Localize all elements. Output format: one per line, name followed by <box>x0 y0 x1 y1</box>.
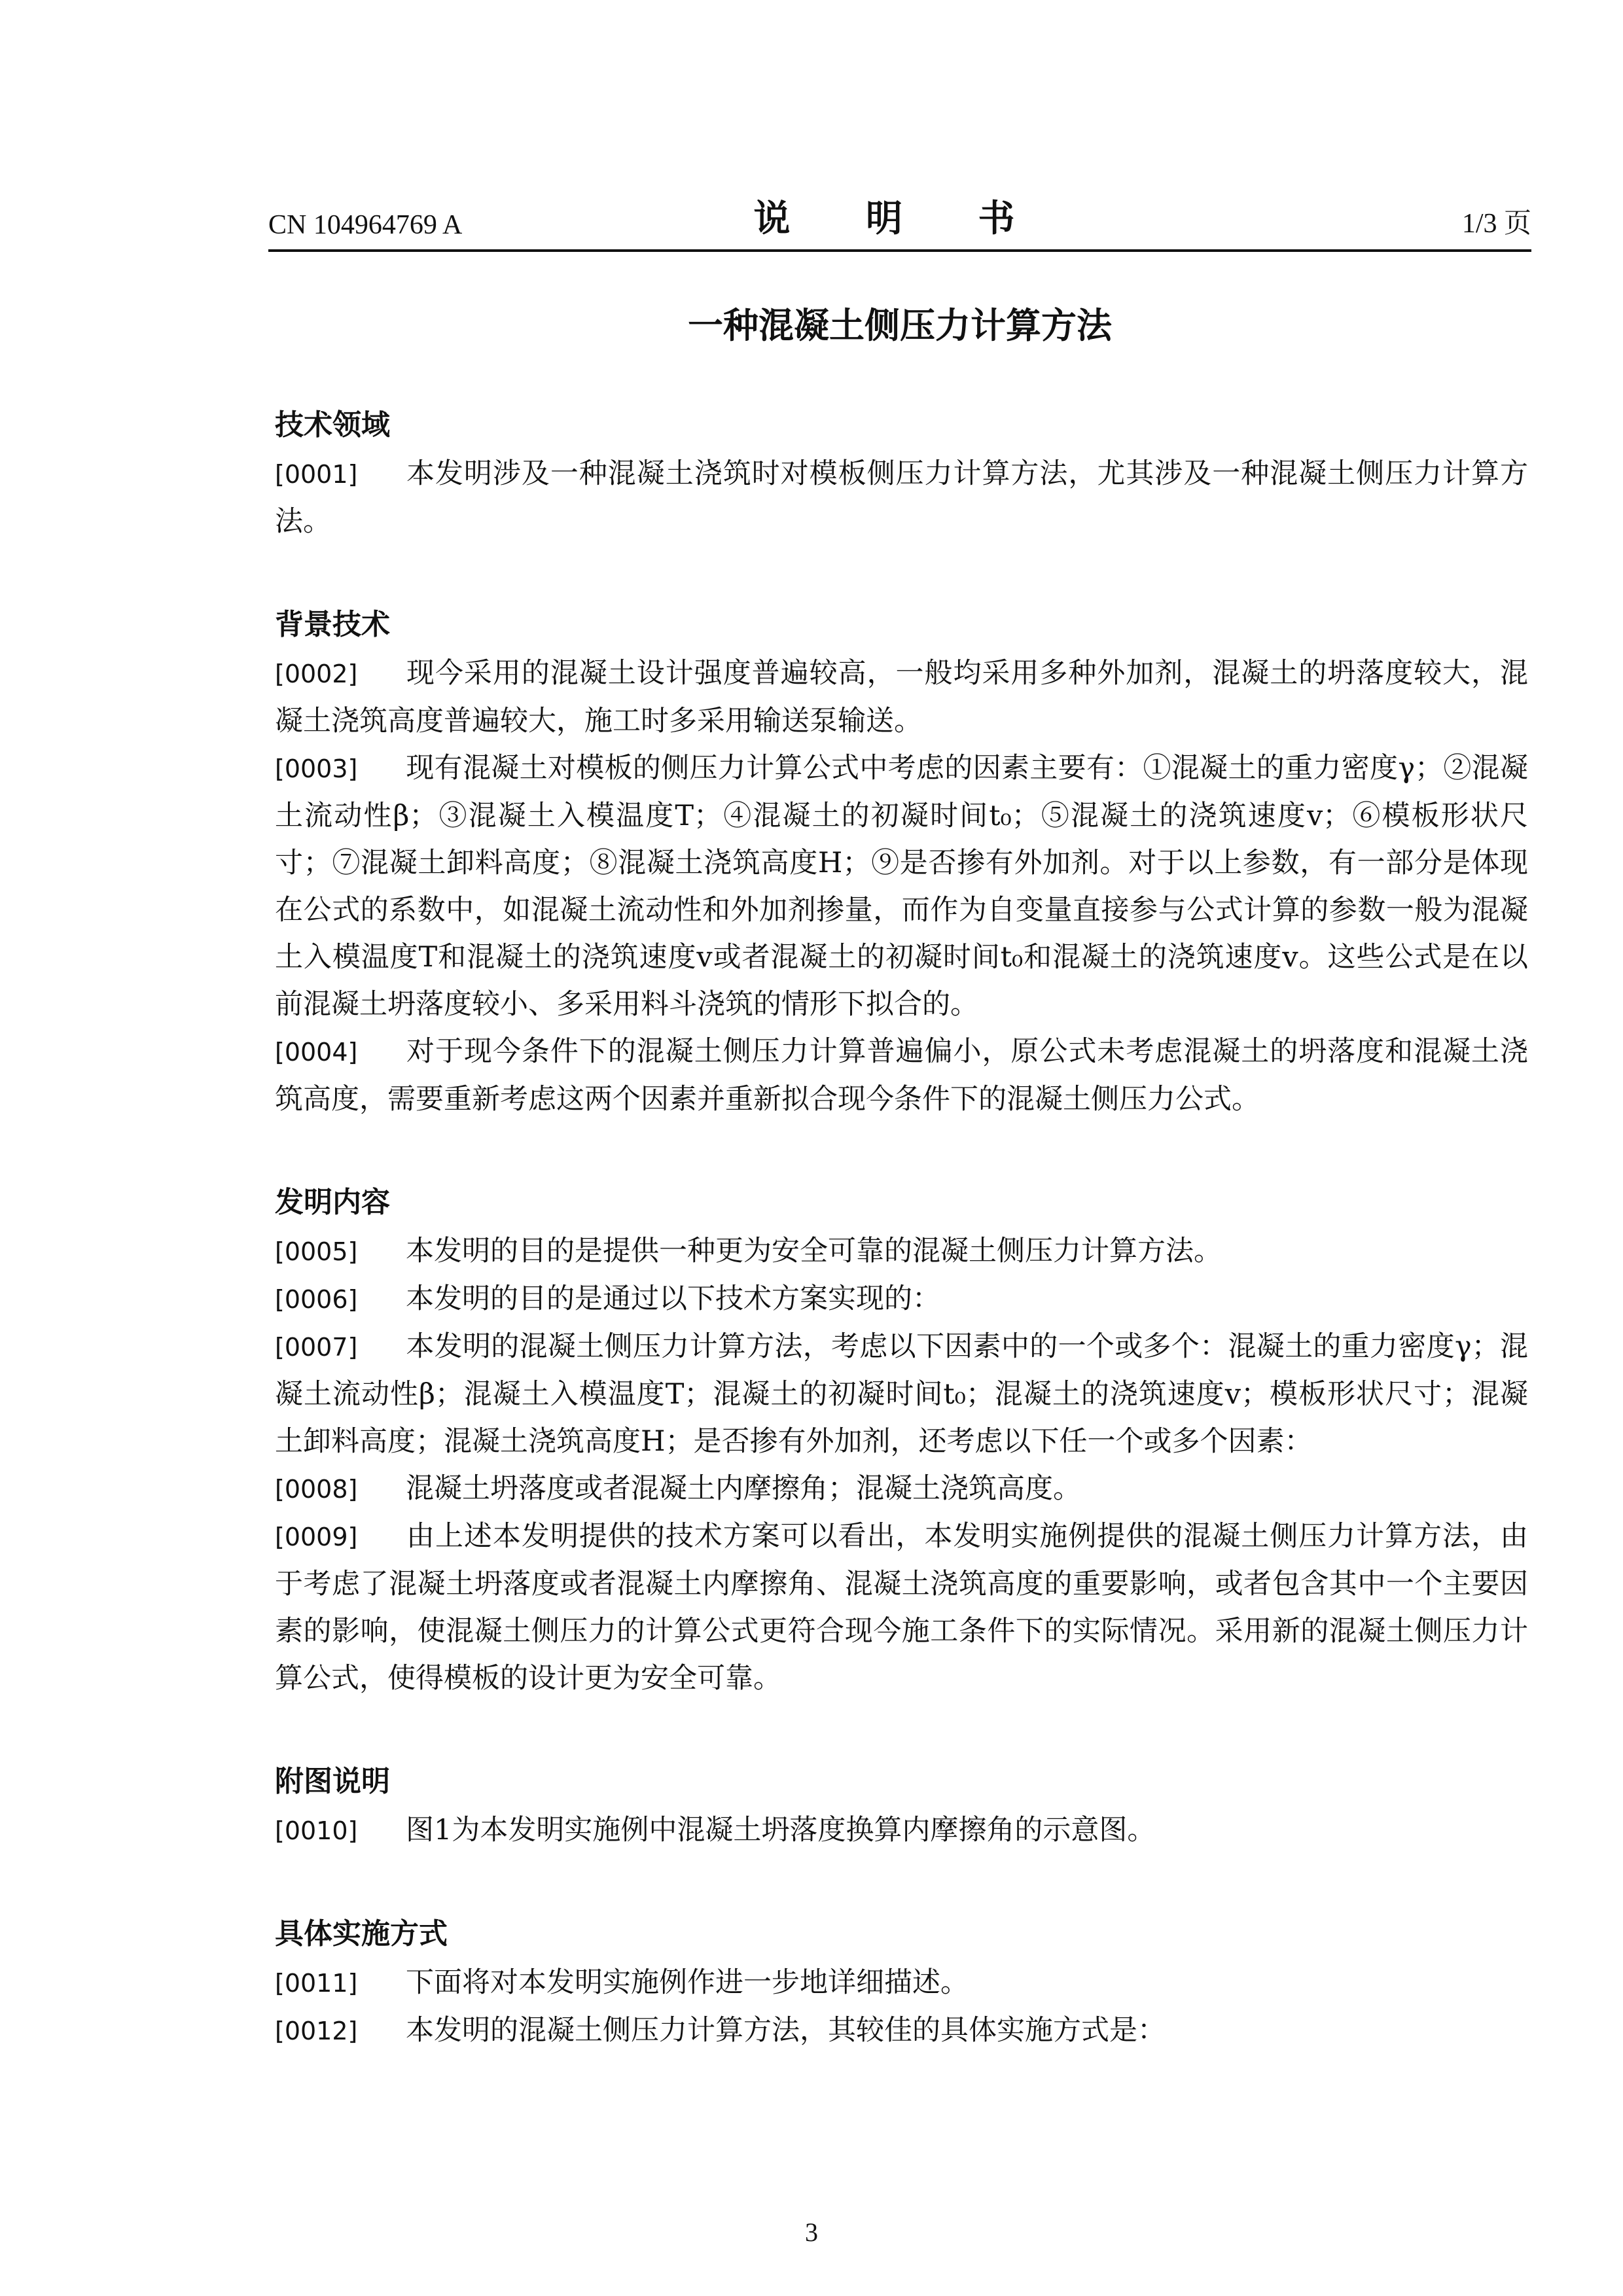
paragraph <box>275 1465 1528 1513</box>
paragraph-text: 下面将对本发明实施例作进一步地详细描述。 <box>406 1966 969 1999</box>
paragraph-text: 图1为本发明实施例中混凝土坍落度换算内摩擦角的示意图。 <box>406 1814 1156 1846</box>
paragraph-text: 本发明的混凝土侧压力计算方法，考虑以下因素中的一个或多个：混凝土的重力密度γ；混凝土流动性β；混凝土入模温度T；混凝土的初凝时间t₀；混凝土的浇筑速度v；模板形状尺寸；混凝土卸料高度；混凝土浇筑高度H；是否掺有外加剂，还考虑以下任一个或多个因素： <box>275 1330 1528 1458</box>
paragraph-number: [0010] <box>275 1816 358 1845</box>
paragraph-text: 现今采用的混凝土设计强度普遍较高，一般均采用多种外加剂，混凝土的坍落度较大，混凝土浇筑高度普遍较大，施工时多采用输送泵输送。 <box>275 657 1528 737</box>
section-invention-content <box>275 1178 1528 1702</box>
section-heading: 技术领域 <box>275 408 390 442</box>
paragraph <box>275 450 1528 545</box>
section-drawings-description <box>275 1757 1528 1854</box>
paragraph <box>275 1513 1528 1702</box>
paragraph <box>275 1275 1528 1323</box>
section-technical-field <box>275 400 1528 545</box>
section-heading: 具体实施方式 <box>275 1917 448 1951</box>
paragraph <box>275 1807 1528 1854</box>
paragraph-number: [0005] <box>275 1237 358 1266</box>
document-body <box>275 400 1528 2110</box>
paragraph-number: [0012] <box>275 2017 358 2045</box>
paragraph-text: 本发明涉及一种混凝土浇筑时对模板侧压力计算方法，尤其涉及一种混凝土侧压力计算方法。 <box>275 457 1528 538</box>
paragraph-text: 本发明的混凝土侧压力计算方法，其较佳的具体实施方式是： <box>406 2014 1166 2047</box>
paragraph <box>275 1028 1528 1123</box>
paragraph <box>275 1959 1528 2007</box>
section-background <box>275 600 1528 1123</box>
section-heading: 背景技术 <box>275 608 390 641</box>
paragraph-number: [0008] <box>275 1475 358 1504</box>
paragraph-number: [0009] <box>275 1523 358 1551</box>
paragraph <box>275 2007 1528 2055</box>
paragraph <box>275 745 1528 1028</box>
paragraph-number: [0001] <box>275 460 358 489</box>
page-header <box>268 190 1531 249</box>
paragraph <box>275 1323 1528 1465</box>
paragraph-text: 现有混凝土对模板的侧压力计算公式中考虑的因素主要有：①混凝土的重力密度γ；②混凝土流动性β；③混凝土入模温度T；④混凝土的初凝时间t₀；⑤混凝土的浇筑速度v；⑥模板形状尺寸；⑦混凝土卸料高度；⑧混凝土浇筑高度H；⑨是否掺有外加剂。对于以上参数，有一部分是体现在公式的系数中，如混凝土流动性和外加剂掺量，而作为自变量直接参与公式计算的参数一般为混凝土入模温度T和混凝土的浇筑速度v或者混凝土的初凝时间t₀和混凝土的浇筑速度v。这些公式是在以前混凝土坍落度较小、多采用料斗浇筑的情形下拟合的。 <box>275 752 1528 1021</box>
paragraph-text: 由上述本发明提供的技术方案可以看出，本发明实施例提供的混凝土侧压力计算方法，由于考虑了混凝土坍落度或者混凝土内摩擦角、混凝土浇筑高度的重要影响，或者包含其中一个主要因素的影响，使混凝土侧压力的计算公式更符合现今施工条件下的实际情况。采用新的混凝土侧压力计算公式，使得模板的设计更为安全可靠。 <box>275 1520 1528 1695</box>
header-divider <box>268 249 1531 252</box>
paragraph-text: 本发明的目的是提供一种更为安全可靠的混凝土侧压力计算方法。 <box>406 1235 1222 1267</box>
section-heading: 发明内容 <box>275 1186 390 1219</box>
paragraph-text: 本发明的目的是通过以下技术方案实现的： <box>406 1282 940 1315</box>
paragraph-number: [0007] <box>275 1333 358 1362</box>
section-embodiments <box>275 1909 1528 2055</box>
paragraph-number: [0011] <box>275 1969 358 1998</box>
paragraph-number: [0006] <box>275 1285 358 1314</box>
paragraph-number: [0004] <box>275 1038 358 1067</box>
page-info: 1/3 页 <box>1461 209 1531 239</box>
document-title: 一种混凝土侧压力计算方法 <box>688 305 1112 346</box>
paragraph-number: [0003] <box>275 754 358 783</box>
document-type: 说 明 书 <box>753 198 1046 240</box>
section-heading: 附图说明 <box>275 1765 390 1798</box>
paragraph <box>275 650 1528 745</box>
paragraph-text: 混凝土坍落度或者混凝土内摩擦角；混凝土浇筑高度。 <box>406 1472 1081 1505</box>
paragraph <box>275 1227 1528 1275</box>
publication-number: CN 104964769 A <box>268 210 463 240</box>
paragraph-number: [0002] <box>275 660 358 688</box>
paragraph-text: 对于现今条件下的混凝土侧压力计算普遍偏小，原公式未考虑混凝土的坍落度和混凝土浇筑高度，需要重新考虑这两个因素并重新拟合现今条件下的混凝土侧压力公式。 <box>275 1035 1528 1116</box>
page-number: 3 <box>805 2217 818 2247</box>
